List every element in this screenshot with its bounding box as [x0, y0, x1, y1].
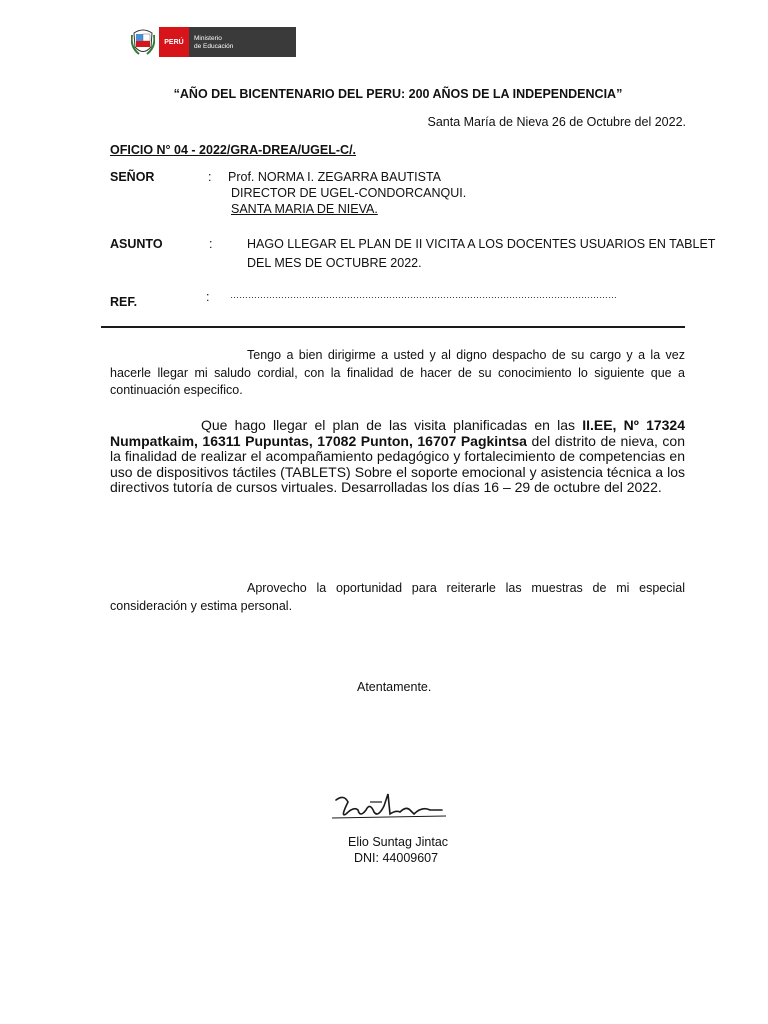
- ref-label: REF.: [110, 295, 138, 309]
- recipient-name: Prof. NORMA I. ZEGARRA BAUTISTA: [228, 170, 442, 184]
- logo-country: PERÚ: [159, 27, 189, 57]
- national-crest-icon: [131, 27, 155, 57]
- asunto-colon: :: [209, 237, 213, 251]
- header-divider: [101, 326, 685, 328]
- oficio-number: OFICIO N° 04 - 2022/GRA-DREA/UGEL-C/.: [110, 143, 357, 157]
- signer-name: Elio Suntag Jintac: [348, 835, 449, 849]
- signature-icon: [330, 788, 448, 828]
- ref-colon: :: [206, 290, 210, 304]
- paragraph-closing: Aprovecho la oportunidad para reiterarle las muestras de mi especial consideración y estima personal.: [110, 581, 685, 613]
- ministry-logo: [131, 27, 296, 57]
- recipient-title: DIRECTOR DE UGEL-CONDORCANQUI.: [231, 186, 467, 200]
- farewell: Atentamente.: [357, 680, 432, 694]
- signer-dni: DNI: 44009607: [354, 851, 439, 865]
- paragraph-plan: Que hago llegar el plan de las visita planificadas en las II.EE, Nº 17324 Numpatkaim, 16311 Pupuntas, 17082 Punton, 16707 Pagkintsa del distrito de nieva, con la finalidad de realizar el acompañamiento pedagógico y fortalecimiento de competencias en uso de dispositivos táctiles (TABLETS) Sobre el soporte emocional y asistencia técnica a los directivos tutoría de cursos virtuales. Desarrolladas los días 16 – 29 de octubre del 2022.: [110, 417, 685, 495]
- letter-date: Santa María de Nieva 26 de Octubre del 2022.: [427, 115, 686, 129]
- asunto-label: ASUNTO: [110, 237, 163, 251]
- asunto-line-2: DEL MES DE OCTUBRE 2022.: [247, 256, 422, 270]
- ref-value: …………………………………………………………………………………………………………………: [230, 290, 617, 300]
- senor-colon: :: [208, 170, 212, 184]
- logo-ministry: Ministerio de Educación: [189, 27, 296, 57]
- senor-label: SEÑOR: [110, 170, 155, 184]
- asunto-line-1: HAGO LLEGAR EL PLAN DE II VICITA A LOS DOCENTES USUARIOS EN TABLET: [247, 237, 716, 251]
- year-motto: “AÑO DEL BICENTENARIO DEL PERU: 200 AÑOS DE LA INDEPENDENCIA”: [173, 87, 623, 101]
- paragraph-intro: Tengo a bien dirigirme a usted y al digno despacho de su cargo y a la vez hacerle llegar mi saludo cordial, con la finalidad de hacer de su conocimiento lo siguiente que a continuación especifico.: [110, 348, 685, 397]
- recipient-location: SANTA MARIA DE NIEVA.: [231, 202, 378, 216]
